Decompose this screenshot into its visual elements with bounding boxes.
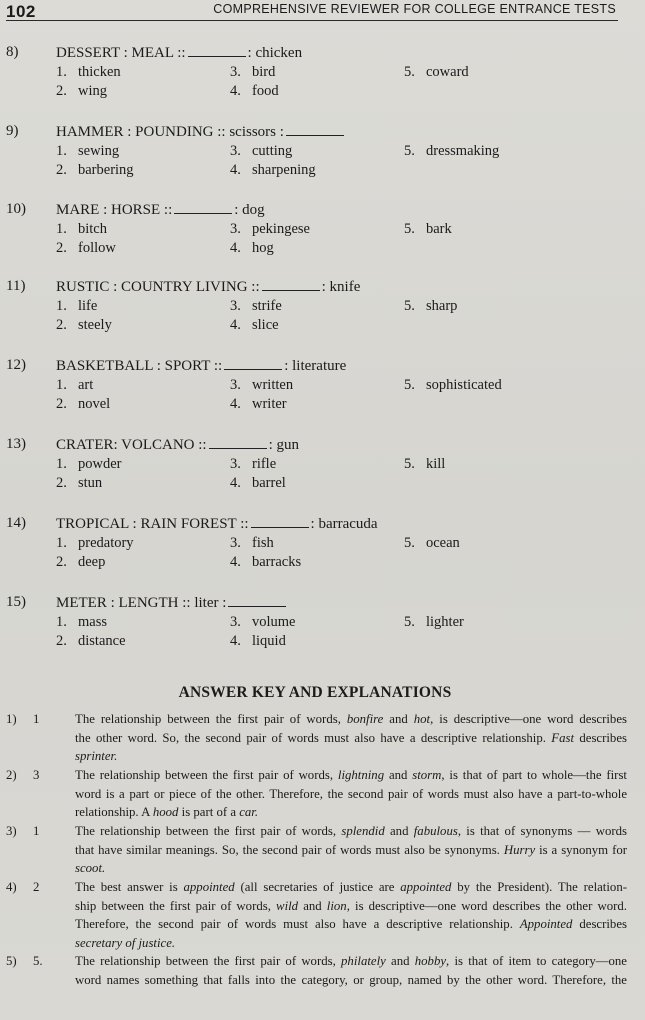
choice-number: 5.: [404, 143, 415, 159]
answer-blank: [174, 201, 232, 214]
answer-choice: [230, 143, 292, 160]
choice-text: dressmaking: [426, 143, 500, 159]
analogy-left: DESSERT : MEAL ::: [56, 45, 186, 61]
explanation-line: secretary of justice.: [75, 935, 176, 950]
answer-choice: [56, 554, 105, 571]
question-item: [0, 278, 645, 340]
question-item: [0, 594, 645, 656]
answer-choice: [230, 83, 279, 100]
analogy-stem: [56, 278, 360, 296]
answer-choice: [230, 614, 296, 631]
choice-text: powder: [78, 456, 122, 472]
answer-choice: [230, 396, 287, 413]
running-title: COMPREHENSIVE REVIEWER FOR COLLEGE ENTRANCE TESTS: [213, 2, 616, 16]
explanation-text: [75, 878, 627, 952]
analogy-right: : gun: [268, 437, 299, 453]
explanation-line: The best answer is appointed (all secretaries of justice are appointed by the President). The relation-: [75, 880, 627, 894]
choice-number: 5.: [404, 456, 415, 472]
explanation-line: The relationship between the first pair of words, bonfire and hot, is descriptive—one word describes: [75, 712, 627, 726]
choice-text: follow: [78, 240, 116, 256]
answer-choice: [56, 162, 134, 179]
choice-number: 2.: [56, 633, 67, 649]
choice-number: 1.: [56, 298, 67, 314]
analogy-stem: [56, 357, 346, 375]
choice-text: barracks: [252, 554, 302, 570]
answer-blank: [224, 357, 282, 370]
answer-choice: [404, 143, 499, 160]
choice-text: wing: [78, 83, 107, 99]
correct-choice: 1: [33, 824, 40, 838]
choice-number: 5.: [404, 614, 415, 630]
answer-choice: [56, 614, 107, 631]
choice-text: liquid: [252, 633, 286, 649]
answer-choice: [56, 298, 97, 315]
answer-choice: [230, 64, 275, 81]
choice-number: 2.: [56, 317, 67, 333]
explanation-line: that have similar meanings. So, the second pair of words must also be synonyms. Hurry is a synonym for: [75, 842, 627, 857]
choice-text: steely: [78, 317, 112, 333]
question-number: 14): [6, 515, 26, 531]
answer-choice: [230, 554, 301, 571]
question-item: [0, 357, 645, 419]
choice-number: 4.: [230, 396, 241, 412]
question-number: 10): [6, 201, 26, 217]
explanation-line: the other word. So, the second pair of words must also have a descriptive relationship. Fast describes: [75, 730, 627, 745]
analogy-stem: [56, 515, 378, 533]
question-item: [0, 44, 645, 106]
explanation-line: The relationship between the first pair of words, splendid and fabulous, is that of synonyms — words: [75, 824, 627, 838]
answer-choice: [56, 240, 116, 257]
answer-blank: [228, 594, 286, 607]
choice-text: pekingese: [252, 221, 310, 237]
choice-text: sewing: [78, 143, 120, 159]
choice-number: 4.: [230, 633, 241, 649]
answer-choice: [230, 162, 316, 179]
choice-number: 2.: [56, 240, 67, 256]
choice-number: 4.: [230, 475, 241, 491]
choice-text: hog: [252, 240, 274, 256]
answer-choice: [56, 221, 107, 238]
explanation-line: sprinter.: [75, 749, 118, 763]
choice-number: 2.: [56, 554, 67, 570]
choice-text: predatory: [78, 535, 134, 551]
question-item: [0, 201, 645, 263]
answer-number: 5): [6, 954, 17, 968]
choice-number: 4.: [230, 554, 241, 570]
choice-number: 3.: [230, 456, 241, 472]
page-number: 102: [6, 2, 36, 21]
correct-choice: 3: [33, 768, 40, 782]
answer-choice: [56, 535, 134, 552]
answer-blank: [286, 123, 344, 136]
choice-text: coward: [426, 64, 469, 80]
choice-text: volume: [252, 614, 296, 630]
question-item: [0, 436, 645, 498]
choice-text: novel: [78, 396, 111, 412]
choice-text: barbering: [78, 162, 134, 178]
explanation-line: scoot.: [75, 861, 106, 875]
choice-text: art: [78, 377, 94, 393]
explanation-line: ship between the first pair of words, wild and lion, is descriptive—one word describes the other word.: [75, 898, 627, 913]
choice-number: 1.: [56, 377, 67, 393]
explanation-line: The relationship between the first pair of words, lightning and storm, is that of part to whole—the first: [75, 768, 627, 782]
answer-choice: [230, 298, 282, 315]
choice-number: 3.: [230, 298, 241, 314]
answer-choice: [56, 475, 102, 492]
explanation-line: word is a part or piece of the other. Therefore, the second pair of words must also have a part-to-whole: [75, 786, 627, 801]
choice-text: sharpening: [252, 162, 316, 178]
choice-text: writer: [252, 396, 287, 412]
analogy-stem: [56, 44, 302, 62]
answer-blank: [262, 278, 320, 291]
analogy-left: CRATER: VOLCANO ::: [56, 437, 207, 453]
answer-number: 3): [6, 824, 17, 838]
choice-number: 3.: [230, 377, 241, 393]
answer-choice: [230, 633, 286, 650]
question-number: 11): [6, 278, 26, 294]
choice-text: sharp: [426, 298, 458, 314]
choice-text: bird: [252, 64, 276, 80]
choice-text: mass: [78, 614, 107, 630]
choice-text: written: [252, 377, 294, 393]
analogy-stem: [56, 201, 265, 219]
question-number: 13): [6, 436, 26, 452]
explanation-text: [75, 710, 627, 766]
choice-number: 3.: [230, 535, 241, 551]
choice-text: lighter: [426, 614, 464, 630]
answer-choice: [56, 143, 119, 160]
answer-blank: [209, 436, 267, 449]
answer-choice: [56, 377, 93, 394]
analogy-left: TROPICAL : RAIN FOREST ::: [56, 516, 249, 532]
choice-number: 3.: [230, 221, 241, 237]
choice-number: 5.: [404, 377, 415, 393]
choice-text: fish: [252, 535, 274, 551]
question-item: [0, 515, 645, 577]
answer-choice: [56, 317, 112, 334]
correct-choice: 5.: [33, 954, 43, 968]
answer-number: 2): [6, 768, 17, 782]
explanation-text: [75, 766, 627, 822]
analogy-right: : dog: [234, 202, 265, 218]
answer-choice: [404, 64, 469, 81]
correct-choice: 2: [33, 880, 40, 894]
analogy-stem: [56, 594, 288, 612]
choice-text: ocean: [426, 535, 460, 551]
choice-number: 4.: [230, 162, 241, 178]
analogy-left: BASKETBALL : SPORT ::: [56, 358, 223, 374]
answer-choice: [404, 221, 452, 238]
explanation-line: word names something that falls into the category, or group, named by the other word. Therefore, the: [75, 972, 627, 987]
choice-number: 1.: [56, 535, 67, 551]
choice-text: food: [252, 83, 279, 99]
answer-choice: [404, 298, 457, 315]
answer-choice: [56, 64, 121, 81]
question-number: 12): [6, 357, 26, 373]
answer-choice: [230, 475, 286, 492]
choice-number: 2.: [56, 475, 67, 491]
explanation-text: [75, 952, 627, 989]
page-header: [6, 2, 618, 21]
question-number: 15): [6, 594, 26, 610]
question-item: [0, 123, 645, 185]
choice-text: barrel: [252, 475, 286, 491]
analogy-stem: [56, 436, 299, 454]
answer-blank: [251, 515, 309, 528]
answer-choice: [230, 535, 274, 552]
choice-text: sophisticated: [426, 377, 502, 393]
choice-number: 3.: [230, 143, 241, 159]
analogy-right: : barracuda: [310, 516, 378, 532]
choice-text: bitch: [78, 221, 107, 237]
analogy-stem: [56, 123, 346, 141]
choice-number: 5.: [404, 221, 415, 237]
choice-text: strife: [252, 298, 282, 314]
analogy-right: : chicken: [247, 45, 303, 61]
explanation-line: relationship. A hood is part of a car.: [75, 805, 259, 819]
choice-number: 4.: [230, 83, 241, 99]
choice-number: 2.: [56, 396, 67, 412]
explanation-line: The relationship between the first pair of words, philately and hobby, is that of item to category—one: [75, 954, 627, 968]
answer-choice: [56, 633, 126, 650]
choice-number: 1.: [56, 64, 67, 80]
choice-number: 5.: [404, 64, 415, 80]
correct-choice: 1: [33, 712, 40, 726]
choice-number: 1.: [56, 614, 67, 630]
answer-choice: [404, 377, 502, 394]
choice-number: 5.: [404, 298, 415, 314]
analogy-left: MARE : HORSE ::: [56, 202, 173, 218]
answer-choice: [404, 614, 464, 631]
choice-text: rifle: [252, 456, 277, 472]
answer-choice: [56, 456, 122, 473]
question-number: 8): [6, 44, 19, 60]
choice-text: stun: [78, 475, 103, 491]
answer-choice: [56, 396, 110, 413]
question-number: 9): [6, 123, 19, 139]
explanation-line: Therefore, the second pair of words must also have a descriptive relationship. Appointed describes: [75, 917, 627, 931]
choice-text: kill: [426, 456, 446, 472]
choice-text: slice: [252, 317, 279, 333]
choice-number: 3.: [230, 64, 241, 80]
analogy-right: : knife: [321, 279, 361, 295]
choice-text: cutting: [252, 143, 293, 159]
answer-choice: [230, 456, 276, 473]
choice-number: 2.: [56, 162, 67, 178]
choice-text: life: [78, 298, 98, 314]
analogy-right: : literature: [284, 358, 347, 374]
choice-number: 4.: [230, 240, 241, 256]
choice-number: 5.: [404, 535, 415, 551]
choice-number: 2.: [56, 83, 67, 99]
answer-choice: [230, 377, 293, 394]
choice-number: 1.: [56, 456, 67, 472]
answer-choice: [230, 221, 310, 238]
choice-text: thicken: [78, 64, 121, 80]
answer-choice: [404, 456, 445, 473]
choice-text: bark: [426, 221, 452, 237]
answer-choice: [230, 240, 274, 257]
answer-key-title: ANSWER KEY AND EXPLANATIONS: [178, 684, 452, 701]
answer-choice: [404, 535, 460, 552]
choice-text: deep: [78, 554, 106, 570]
answer-choice: [230, 317, 279, 334]
choice-number: 1.: [56, 143, 67, 159]
choice-number: 4.: [230, 317, 241, 333]
analogy-left: METER : LENGTH :: liter :: [56, 595, 227, 611]
explanation-text: [75, 822, 627, 878]
analogy-left: HAMMER : POUNDING :: scissors :: [56, 124, 284, 140]
answer-choice: [56, 83, 107, 100]
choice-number: 3.: [230, 614, 241, 630]
answer-number: 4): [6, 880, 17, 894]
analogy-left: RUSTIC : COUNTRY LIVING ::: [56, 279, 260, 295]
choice-number: 1.: [56, 221, 67, 237]
choice-text: distance: [78, 633, 126, 649]
answer-number: 1): [6, 712, 17, 726]
answer-blank: [188, 44, 246, 57]
